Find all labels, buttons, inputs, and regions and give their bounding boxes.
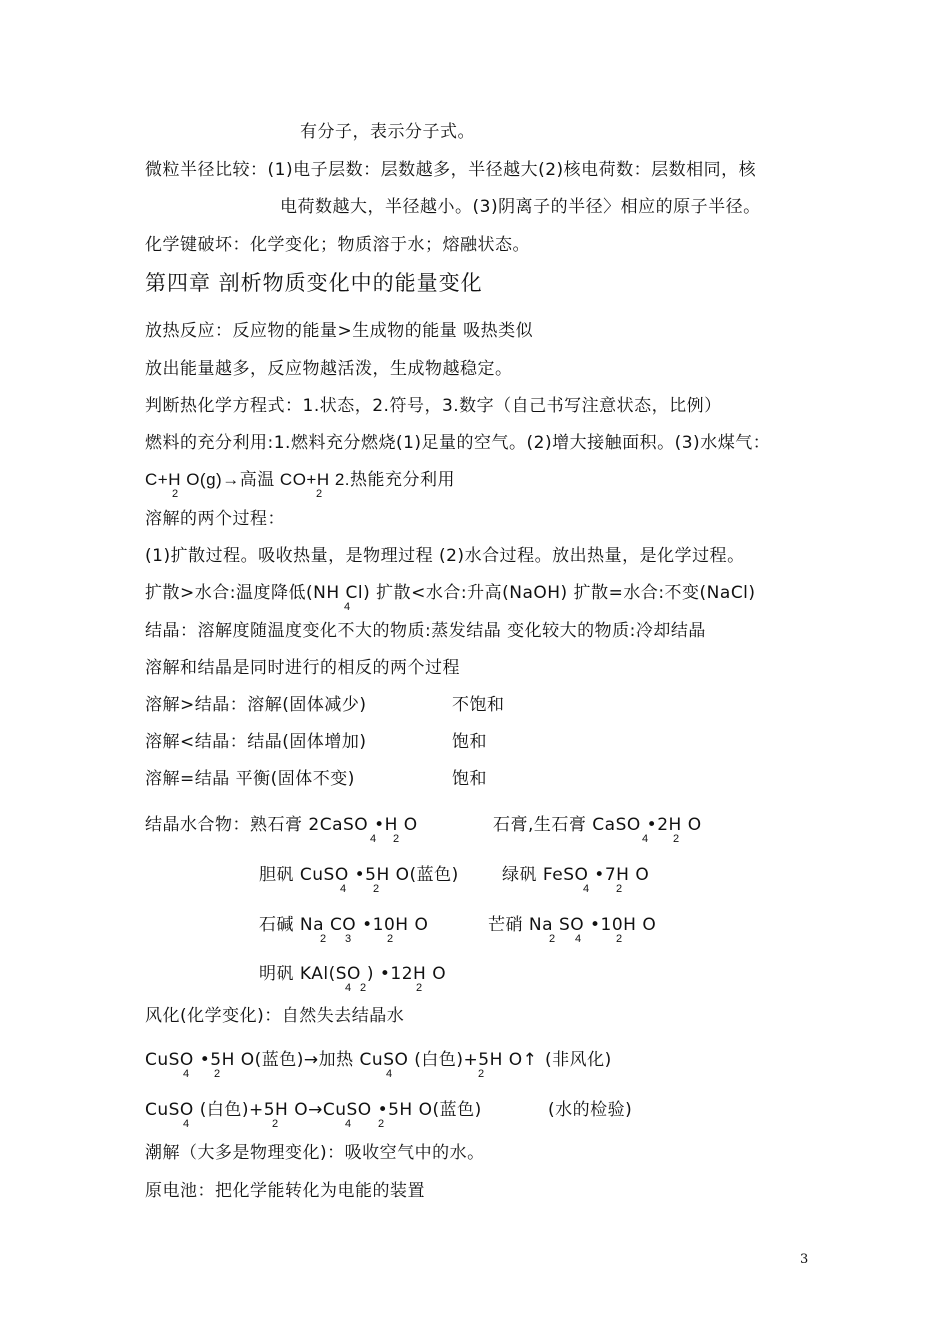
page-number: 3 [800,1252,809,1267]
text-line: 原电池：把化学能转化为电能的装置 [145,1181,425,1201]
subscript: 2 [549,933,556,945]
text-line: 溶解的两个过程： [145,509,285,529]
text-line: 电荷数越大，半径越小。(3)阴离子的半径〉相应的原子半径。 [280,197,761,217]
subscript: 2 [320,933,327,945]
text-line: 不饱和 [452,695,505,715]
subscript: 4 [340,883,347,895]
text-line: (水的检验) [548,1100,633,1120]
subscript: 4 [370,833,377,845]
text-line: 石膏,生石膏 CaSO •2H O [493,815,702,835]
subscript: 2 [172,488,179,500]
subscript: 4 [345,1118,352,1130]
subscript: 4 [345,982,352,994]
subscript: 4 [642,833,649,845]
subscript: 2 [393,833,400,845]
chapter-heading: 第四章 剖析物质变化中的能量变化 [145,271,483,295]
subscript: 2 [373,883,380,895]
text-line: CuSO •5H O(蓝色)→加热 CuSO (白色)+5H O↑ [145,1050,538,1070]
subscript: 4 [344,601,351,613]
text-line: 风化(化学变化)：自然失去结晶水 [145,1006,405,1026]
text-line: 微粒半径比较：(1)电子层数：层数越多，半径越大(2)核电荷数：层数相同，核 [145,160,757,180]
text-line: C+H O(g)→高温 CO+H 2.热能充分利用 [145,470,456,489]
text-line: 放出能量越多，反应物越活泼，生成物越稳定。 [145,359,513,379]
text-line: 溶解>结晶：溶解(固体减少) [145,695,367,715]
text-line: 绿矾 FeSO •7H O [502,865,650,885]
subscript: 2 [214,1068,221,1080]
subscript: 2 [673,833,680,845]
text-line: CuSO (白色)+5H O→CuSO •5H O(蓝色) [145,1100,482,1120]
subscript: 2 [360,982,367,994]
text-line: 胆矾 CuSO •5H O(蓝色) [259,865,459,885]
subscript: 2 [272,1118,279,1130]
text-line: 结晶：溶解度随温度变化不大的物质:蒸发结晶 变化较大的物质:冷却结晶 [145,621,706,641]
subscript: 2 [416,982,423,994]
text-line: 放热反应：反应物的能量>生成物的能量 吸热类似 [145,321,534,341]
subscript: 4 [183,1068,190,1080]
text-line: 明矾 KAl(SO ) •12H O [259,964,447,984]
text-line: (非风化) [545,1050,612,1070]
subscript: 3 [345,933,352,945]
subscript: 2 [616,933,623,945]
text-line: 有分子，表示分子式。 [300,122,475,142]
subscript: 4 [386,1068,393,1080]
text-line: 潮解（大多是物理变化)：吸收空气中的水。 [145,1143,485,1163]
subscript: 2 [478,1068,485,1080]
text-line: 燃料的充分利用:1.燃料充分燃烧(1)足量的空气。(2)增大接触面积。(3)水煤气： [145,433,771,453]
text-line: 判断热化学方程式：1.状态，2.符号，3.数字（自己书写注意状态，比例） [145,396,722,416]
text-line: 溶解=结晶 平衡(固体不变) [145,769,355,789]
subscript: 2 [378,1118,385,1130]
subscript: 4 [575,933,582,945]
text-line: 溶解<结晶：结晶(固体增加) [145,732,367,752]
subscript: 4 [183,1118,190,1130]
text-line: 石碱 Na CO •10H O [259,915,429,935]
text-line: 化学键破坏：化学变化；物质溶于水；熔融状态。 [145,235,530,255]
text-line: 扩散>水合:温度降低(NH Cl) 扩散<水合:升高(NaOH) 扩散=水合:不变(NaCl) [145,583,756,603]
text-line: 结晶水合物：熟石膏 2CaSO •H O [145,815,418,835]
text-line: 溶解和结晶是同时进行的相反的两个过程 [145,658,460,678]
text-line: 芒硝 Na SO •10H O [488,915,657,935]
subscript: 4 [583,883,590,895]
text-line: 饱和 [452,732,487,752]
subscript: 2 [616,883,623,895]
subscript: 2 [316,488,323,500]
subscript: 2 [387,933,394,945]
text-line: (1)扩散过程。吸收热量，是物理过程 (2)水合过程。放出热量，是化学过程。 [145,546,745,566]
text-line: 饱和 [452,769,487,789]
